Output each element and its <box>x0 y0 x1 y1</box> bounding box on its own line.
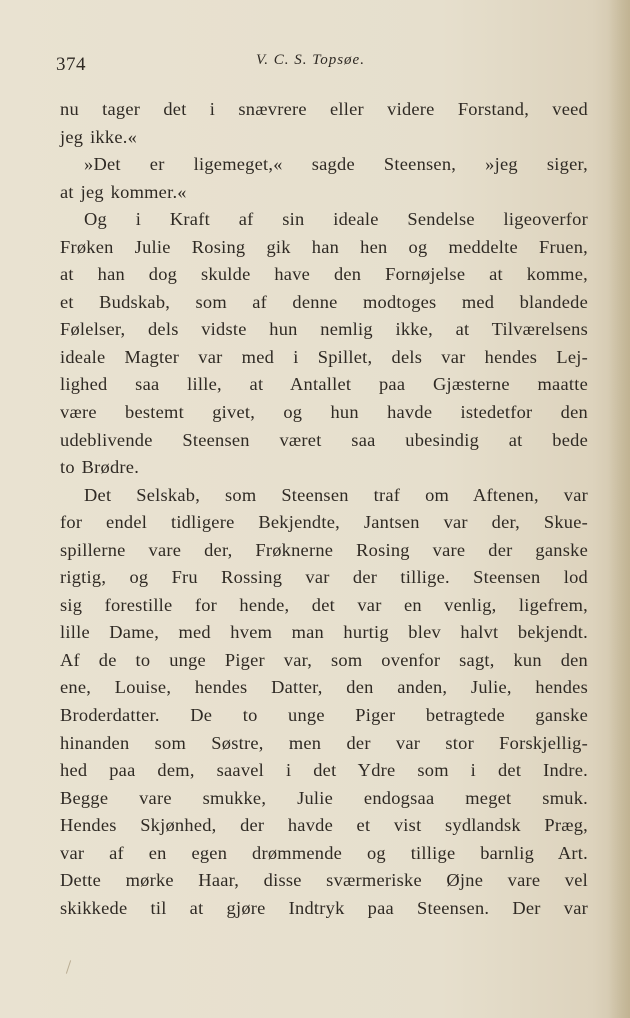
text-line: Frøken Julie Rosing gik han hen og meddelte Fruen, <box>60 236 588 257</box>
text-line: var af en egen drømmende og tillige barnlig Art. <box>60 842 588 863</box>
text-line: for endel tidligere Bekjendte, Jantsen var der, Skue- <box>60 512 588 533</box>
text-line: at jeg kommer.« <box>60 181 187 202</box>
page-header <box>56 52 592 82</box>
paper-mark <box>66 960 71 974</box>
text-line: ene, Louise, hendes Datter, den anden, Julie, hendes <box>60 677 588 698</box>
page-number: 374 <box>56 54 86 75</box>
text-line: Følelser, dels vidste hun nemlig ikke, at Tilværelsens <box>60 319 588 340</box>
text-line: Og i Kraft af sin ideale Sendelse ligeoverfor <box>84 209 588 230</box>
text-line: Hendes Skjønhed, der havde et vist sydlandsk Præg, <box>60 815 588 836</box>
text-line: Af de to unge Piger var, som ovenfor sagt, kun den <box>60 649 588 670</box>
text-line: et Budskab, som af denne modtoges med blandede <box>60 291 588 312</box>
text-line: hinanden som Søstre, men der var stor Forskjellig- <box>60 732 588 753</box>
body-text <box>60 96 588 922</box>
text-line: Broderdatter. De to unge Piger betragtede ganske <box>60 705 588 726</box>
text-line: rigtig, og Fru Rossing var der tillige. Steensen lod <box>60 567 588 588</box>
text-line: skikkede til at gjøre Indtryk paa Steensen. Der var <box>60 897 588 918</box>
text-line: »Det er ligemeget,« sagde Steensen, »jeg siger, <box>84 154 588 175</box>
text-line: Dette mørke Haar, disse sværmeriske Øjne vare vel <box>60 870 588 891</box>
text-line: udeblivende Steensen været saa ubesindig at bede <box>60 429 588 450</box>
text-line: Det Selskab, som Steensen traf om Aftenen, var <box>84 484 588 505</box>
text-line: spillerne vare der, Frøknerne Rosing vare der ganske <box>60 539 588 560</box>
text-line: lille Dame, med hvem man hurtig blev halvt bekjendt. <box>60 622 588 643</box>
text-line: Begge vare smukke, Julie endogsaa meget smuk. <box>60 787 588 808</box>
page-edge-shadow <box>608 0 630 1018</box>
text-line: at han dog skulde have den Fornøjelse at komme, <box>60 264 588 285</box>
text-line: to Brødre. <box>60 457 140 478</box>
running-head: V. C. S. Topsøe. <box>256 52 365 68</box>
text-line: jeg ikke.« <box>60 126 138 147</box>
text-line: sig forestille for hende, det var en venlig, ligefrem, <box>60 594 588 615</box>
text-line: hed paa dem, saavel i det Ydre som i det Indre. <box>60 760 588 781</box>
text-line: være bestemt givet, og hun havde istedetfor den <box>60 402 588 423</box>
text-line: nu tager det i snævrere eller videre Forstand, veed <box>60 99 588 119</box>
text-line: lighed saa lille, at Antallet paa Gjæsterne maatte <box>60 374 588 395</box>
text-line: ideale Magter var med i Spillet, dels var hendes Lej- <box>60 346 588 367</box>
